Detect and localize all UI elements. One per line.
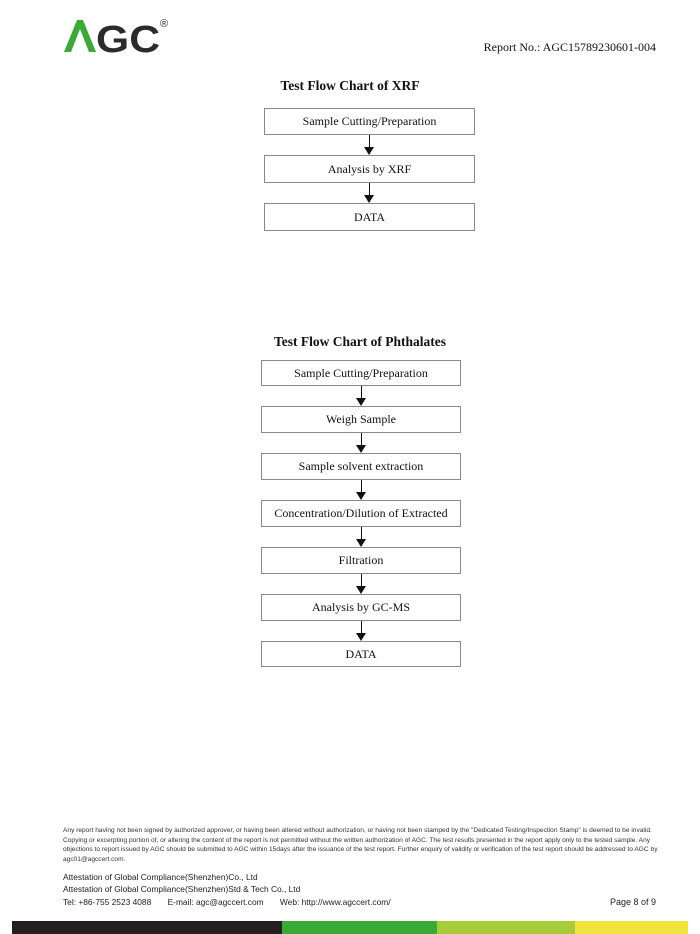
xrf-step-data: DATA: [264, 203, 475, 231]
footer-color-bar: [12, 921, 688, 934]
footer-email: E-mail: agc@agccert.com: [167, 897, 264, 907]
phth-step-weigh: Weigh Sample: [261, 406, 461, 433]
phth-step-filtration: Filtration: [261, 547, 461, 574]
color-bar-black: [12, 921, 282, 934]
xrf-step-sample-cutting: Sample Cutting/Preparation: [264, 108, 475, 135]
footer-contact: [63, 897, 405, 907]
color-bar-green: [282, 921, 437, 934]
footer-tel: Tel: +86-755 2523 4088: [63, 897, 152, 907]
report-number: Report No.: AGC15789230601-004: [483, 40, 656, 54]
footer-company-1: Attestation of Global Compliance(Shenzhen)Co., Ltd: [63, 872, 258, 882]
xrf-chart-title: Test Flow Chart of XRF: [280, 78, 420, 93]
svg-text:GC: GC: [96, 19, 160, 56]
svg-text:®: ®: [160, 18, 169, 30]
footer-disclaimer: Any report having not been signed by authorized approver, or having been altered without authorization, or having not been stamped by the "Dedicated Testing/Inspection Stamp" is deemed to be invalid. Copying or excerpting portion of, or altering the content of the report is not permitted without the written authorization of AGC. The test results presented in the report apply only to the tested sample. Any objections to report issued by AGC should be submitted to AGC within 15days after the issuance of the test report. Further enquiry of validity or verification of the test report should be addressed to AGC by agc01@agccert.com.: [63, 827, 658, 863]
page-number: Page 8 of 9: [609, 897, 656, 907]
phthalates-chart-title: Test Flow Chart of Phthalates: [274, 334, 446, 349]
phth-step-data: DATA: [261, 641, 461, 667]
phth-arrow-1: [356, 386, 366, 406]
phth-step-sample-cutting: Sample Cutting/Preparation: [261, 360, 461, 386]
agc-logo: [62, 16, 172, 56]
color-bar-yellow: [575, 921, 688, 934]
phth-step-gcms: Analysis by GC-MS: [261, 594, 461, 621]
phth-arrow-3: [356, 480, 366, 500]
phth-step-extraction: Sample solvent extraction: [261, 453, 461, 480]
xrf-arrow-2: [364, 183, 374, 203]
phth-arrow-5: [356, 574, 366, 594]
footer-web: Web: http://www.agccert.com/: [279, 897, 391, 907]
phth-arrow-4: [356, 527, 366, 547]
phth-arrow-6: [356, 621, 366, 641]
footer-company-2: Attestation of Global Compliance(Shenzhen)Std & Tech Co., Ltd: [63, 884, 301, 894]
xrf-arrow-1: [364, 135, 374, 155]
phth-arrow-2: [356, 433, 366, 453]
color-bar-lime: [437, 921, 575, 934]
phth-step-concentration: Concentration/Dilution of Extracted: [261, 500, 461, 527]
xrf-step-analysis: Analysis by XRF: [264, 155, 475, 183]
